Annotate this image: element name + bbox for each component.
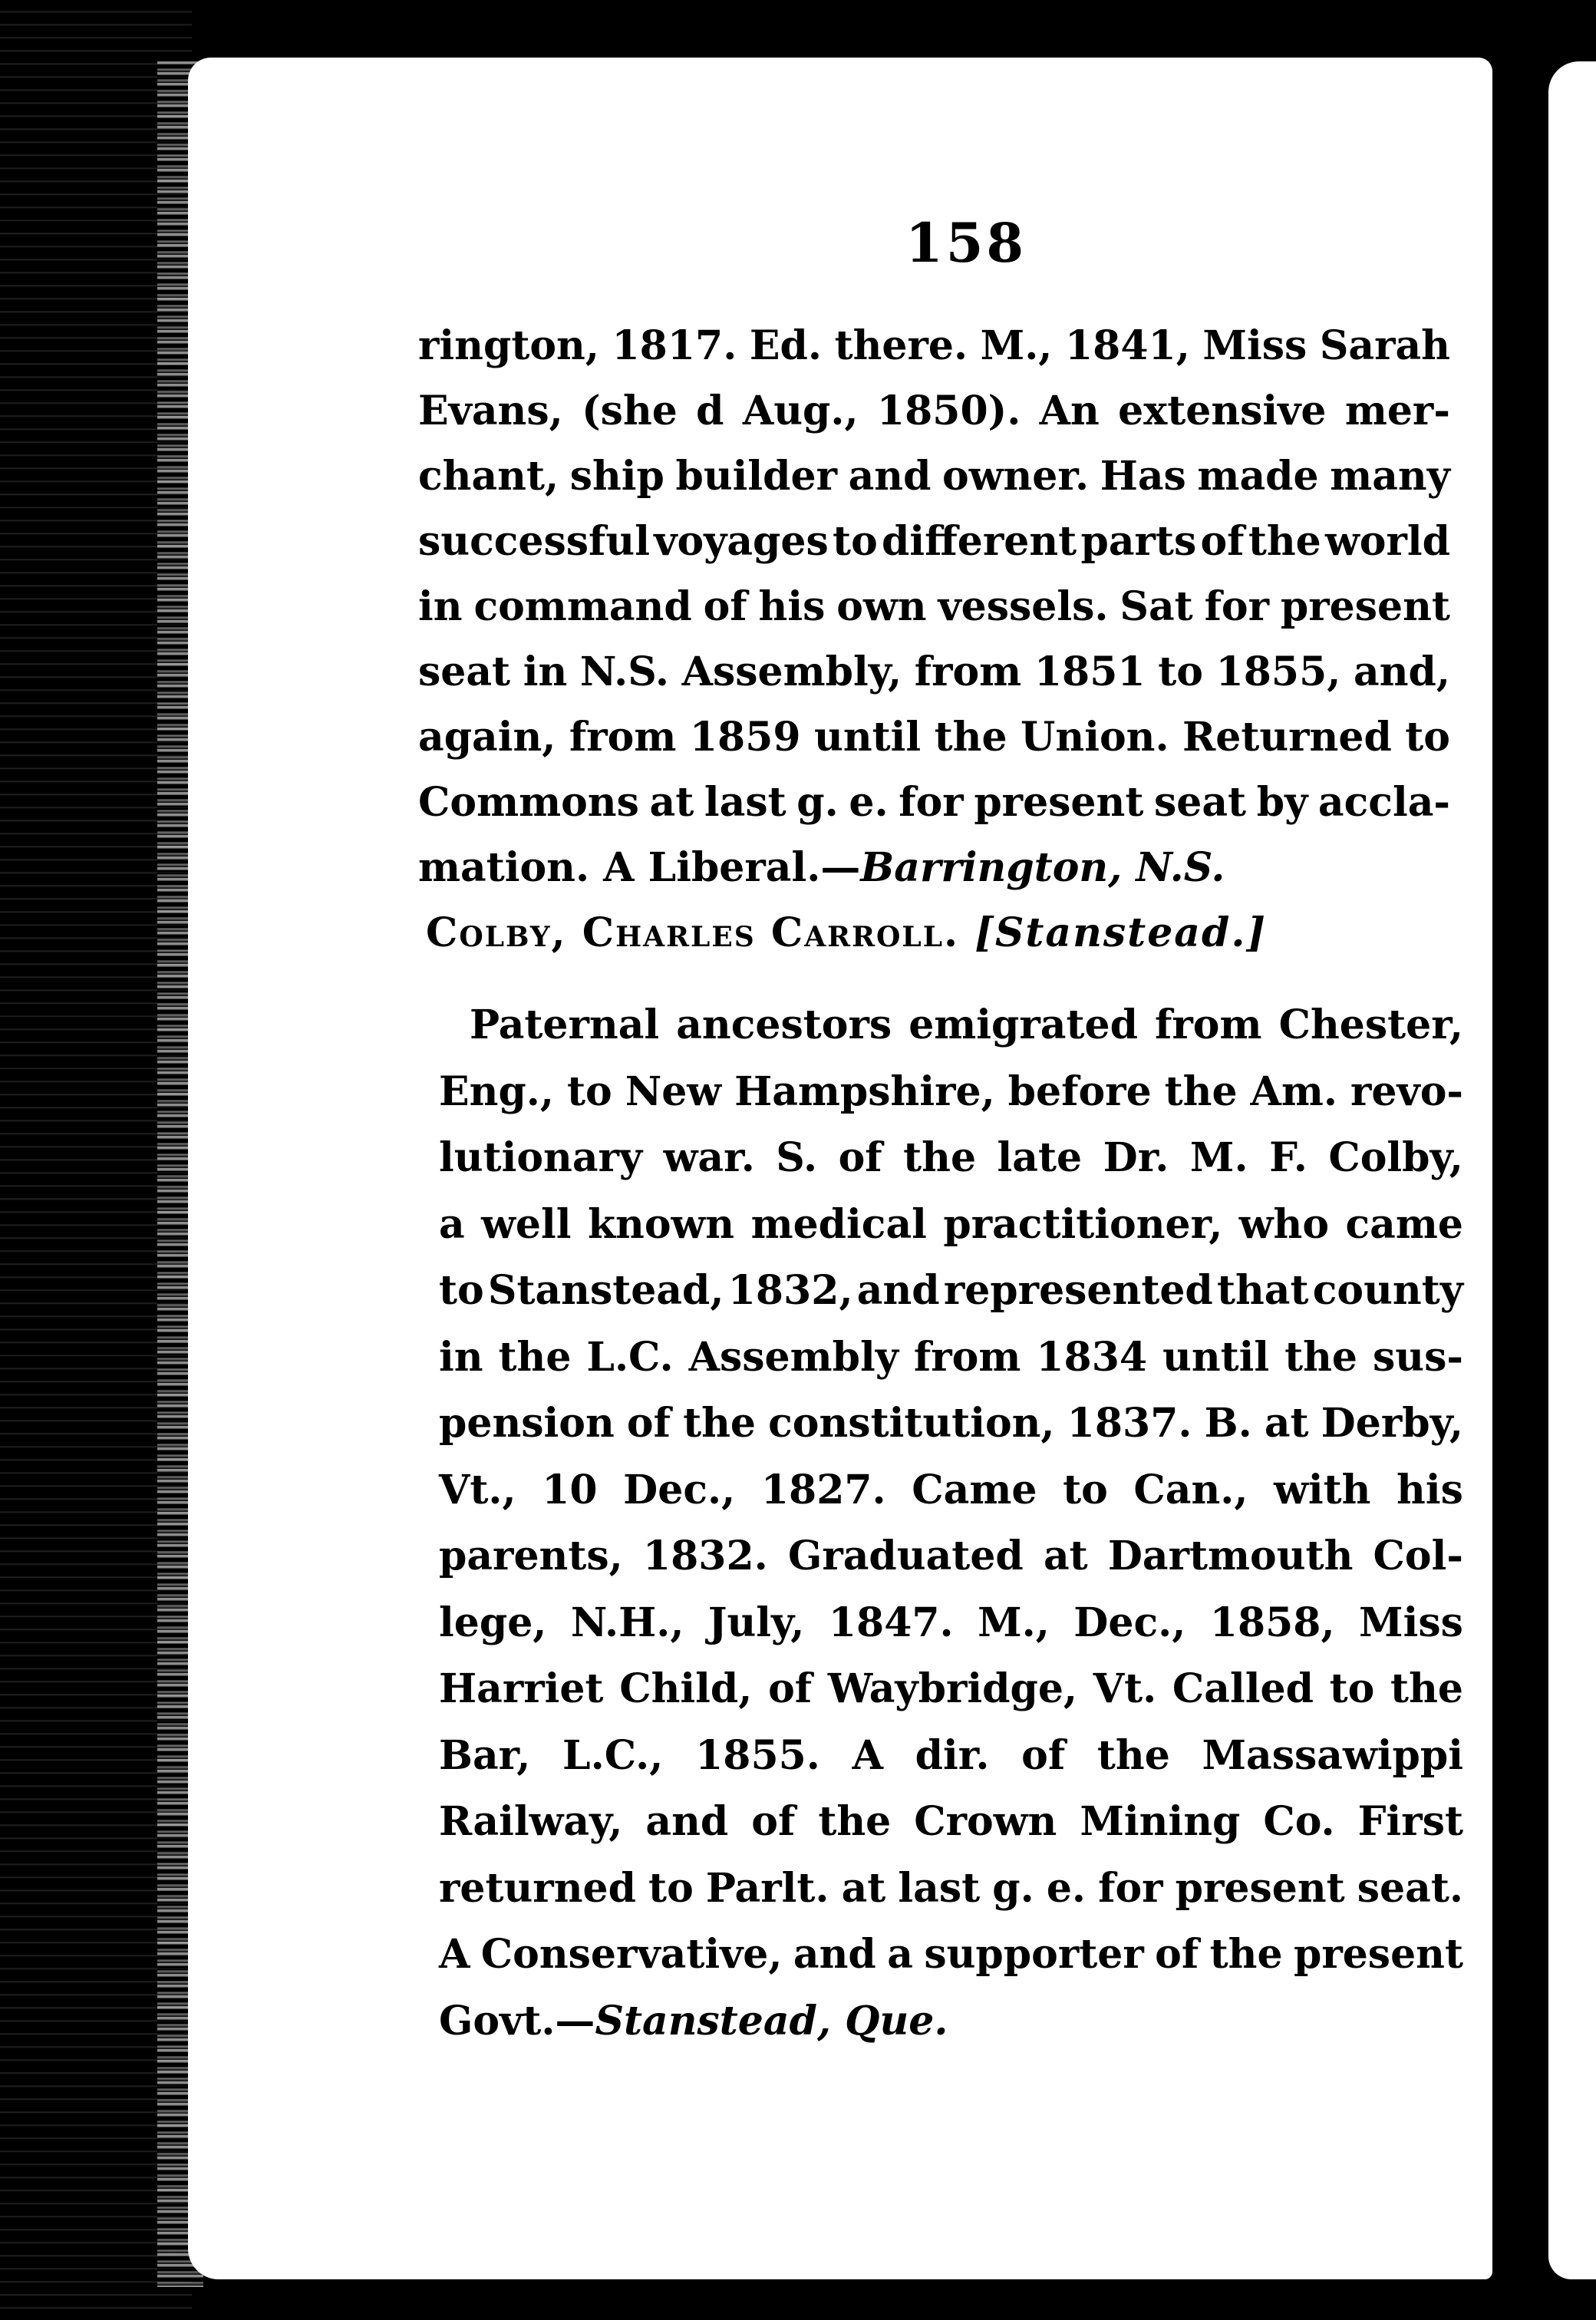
text-line: Bar, L.C., 1855. A dir. of the Massawippi [439, 1731, 1463, 1779]
entry-heading [426, 909, 1267, 956]
text-line: seat in N.S. Assembly, from 1851 to 1855, and, [418, 648, 1450, 695]
text-line: successful voyages to different parts of the world [418, 518, 1450, 565]
text-line: lutionary war. S. of the late Dr. M. F. Colby, [439, 1134, 1463, 1181]
text-line: rington, 1817. Ed. there. M., 1841, Miss Sarah [418, 322, 1450, 369]
text-line: lege, N.H., July, 1847. M., Dec., 1858, Miss [439, 1599, 1463, 1646]
text-line: Railway, and of the Crown Mining Co. First [439, 1798, 1463, 1845]
adjacent-page-sliver [1548, 61, 1596, 2279]
text-line: pension of the constitution, 1837. B. at Derby, [439, 1400, 1463, 1447]
text-line: to Stanstead, 1832, and represented that county [439, 1267, 1463, 1314]
text-line: chant, ship builder and owner. Has made many [418, 453, 1450, 500]
entry-constituency: [Stanstead.] [974, 909, 1268, 956]
text-line: A Conservative, and a supporter of the present [439, 1931, 1463, 1978]
text-line: Paternal ancestors emigrated from Chester, [470, 1002, 1463, 1048]
text-line: Harriet Child, of Waybridge, Vt. Called to the [439, 1665, 1463, 1712]
text-line: a well known medical practitioner, who came [439, 1200, 1463, 1248]
text-line-last: Govt.— Stanstead, Que. [439, 1997, 948, 2044]
text-line: again, from 1859 until the Union. Returned to [418, 714, 1450, 761]
text-line: Eng., to New Hampshire, before the Am. revo- [439, 1068, 1463, 1115]
text-line: Evans, (she d Aug., 1850). An extensive mer- [418, 388, 1450, 434]
text-line: Commons at last g. e. for present seat by accla- [418, 779, 1450, 826]
text-line: in the L.C. Assembly from 1834 until the sus- [439, 1333, 1463, 1381]
text-line: parents, 1832. Graduated at Dartmouth Col- [439, 1533, 1463, 1579]
page-number: 158 [905, 211, 1027, 275]
text-line: in command of his own vessels. Sat for present [418, 583, 1450, 630]
text-line-last: mation. A Liberal.— Barrington, N.S. [418, 844, 1225, 891]
entry-name: Colby, Charles Carroll. [426, 909, 960, 956]
text-line: Vt., 10 Dec., 1827. Came to Can., with his [439, 1466, 1463, 1513]
text-line: returned to Parlt. at last g. e. for present seat. [439, 1864, 1463, 1912]
